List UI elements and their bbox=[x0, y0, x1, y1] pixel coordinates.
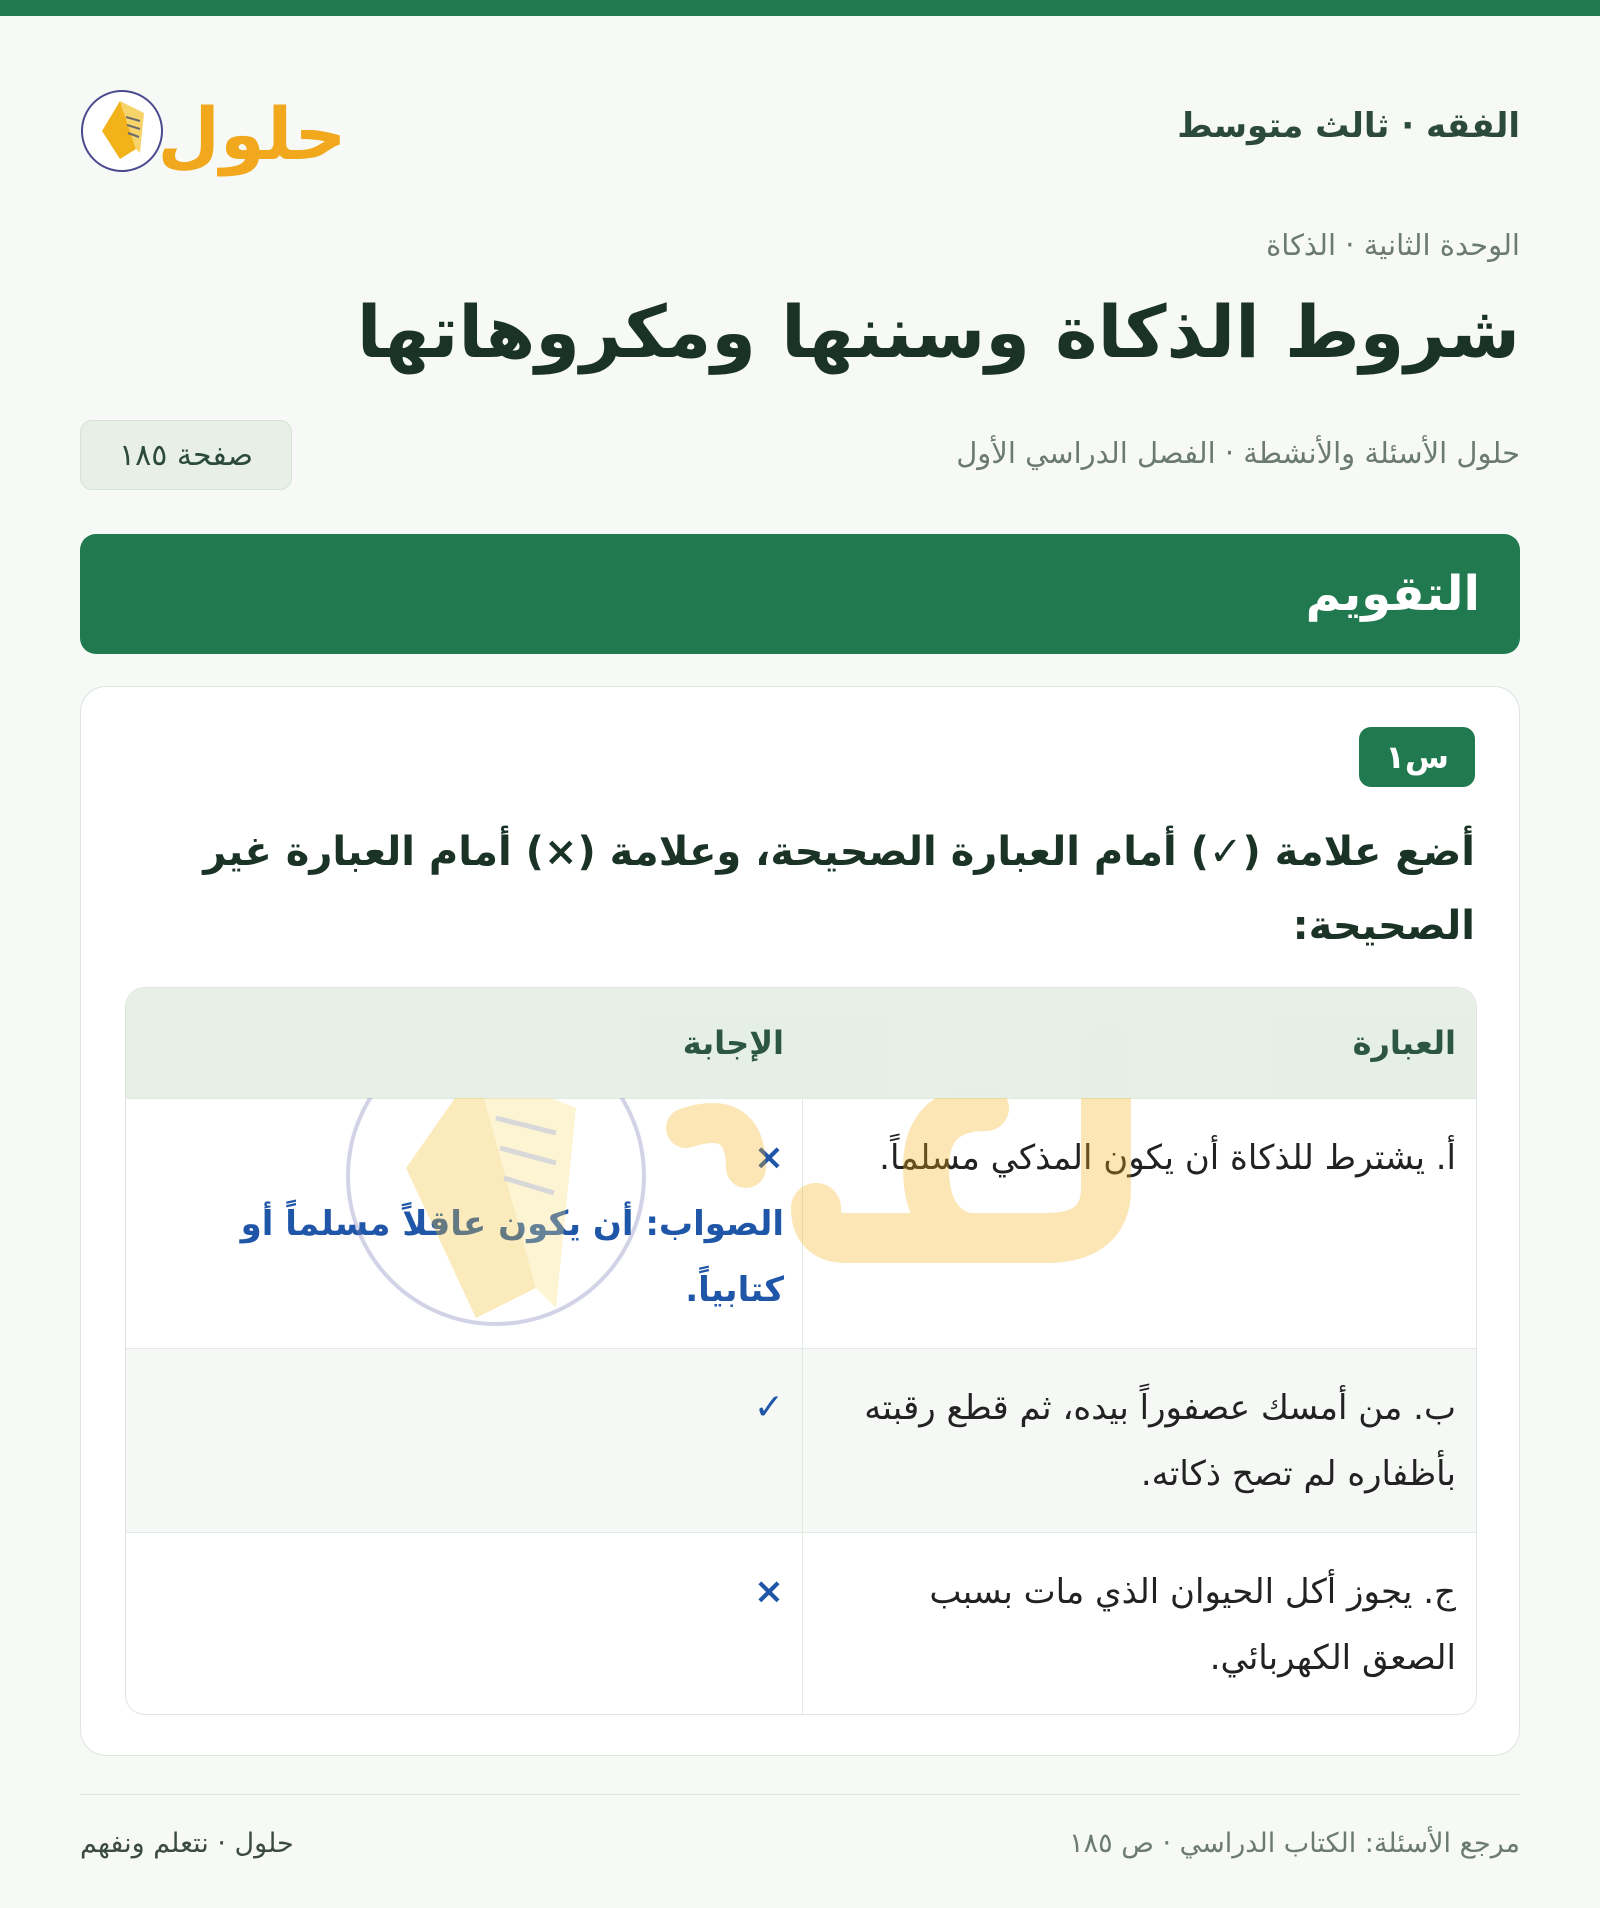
correction-text: الصواب: أن يكون عاقلاً مسلماً أو كتابياً. bbox=[240, 1204, 784, 1310]
footer-tagline: حلول · نتعلم ونفهم bbox=[80, 1828, 294, 1859]
unit-breadcrumb: الوحدة الثانية · الذكاة bbox=[1266, 228, 1520, 262]
footer-divider bbox=[80, 1794, 1520, 1795]
statement-cell: ج. يجوز أكل الحيوان الذي مات بسبب الصعق الكهربائي. bbox=[929, 1572, 1456, 1678]
subject-label: الفقه · ثالث متوسط bbox=[1177, 106, 1520, 146]
page-title: شروط الذكاة وسننها ومكروهاتها bbox=[356, 290, 1520, 374]
statement-cell: أ. يشترط للذكاة أن يكون المذكي مسلماً. bbox=[879, 1138, 1456, 1178]
answer-cell bbox=[144, 1559, 784, 1625]
cross-mark-icon: × bbox=[753, 1137, 784, 1178]
top-accent-bar bbox=[0, 0, 1600, 16]
question-card bbox=[80, 686, 1520, 1756]
footer-reference: مرجع الأسئلة: الكتاب الدراسي · ص ١٨٥ bbox=[1069, 1828, 1520, 1859]
lesson-meta: حلول الأسئلة والأنشطة · الفصل الدراسي الأول bbox=[956, 436, 1520, 470]
check-mark-icon: ✓ bbox=[753, 1387, 784, 1428]
answer-table bbox=[125, 987, 1477, 1715]
header bbox=[80, 66, 1520, 186]
statement-cell: ب. من أمسك عصفوراً بيده، ثم قطع رقبته بأظفاره لم تصح ذكاته. bbox=[864, 1388, 1456, 1494]
book-logo-icon bbox=[80, 71, 356, 181]
cross-mark-icon: × bbox=[753, 1571, 784, 1612]
answer-cell bbox=[144, 1375, 784, 1441]
column-header-statement: العبارة bbox=[1352, 1024, 1456, 1062]
hulul-logo[interactable] bbox=[80, 71, 356, 181]
answer-cell bbox=[144, 1125, 784, 1323]
page-number-badge: صفحة ١٨٥ bbox=[80, 420, 292, 490]
column-header-answer: الإجابة bbox=[682, 1024, 784, 1062]
question-text: أضع علامة (✓) أمام العبارة الصحيحة، وعلامة (×) أمام العبارة غير الصحيحة: bbox=[203, 829, 1475, 949]
column-divider bbox=[802, 1098, 803, 1715]
svg-text:حلول: حلول bbox=[157, 92, 347, 176]
table-header bbox=[126, 988, 1477, 1098]
section-header bbox=[80, 534, 1520, 654]
section-title: التقويم bbox=[1305, 566, 1480, 622]
question-number-badge: س١ bbox=[1359, 727, 1475, 787]
